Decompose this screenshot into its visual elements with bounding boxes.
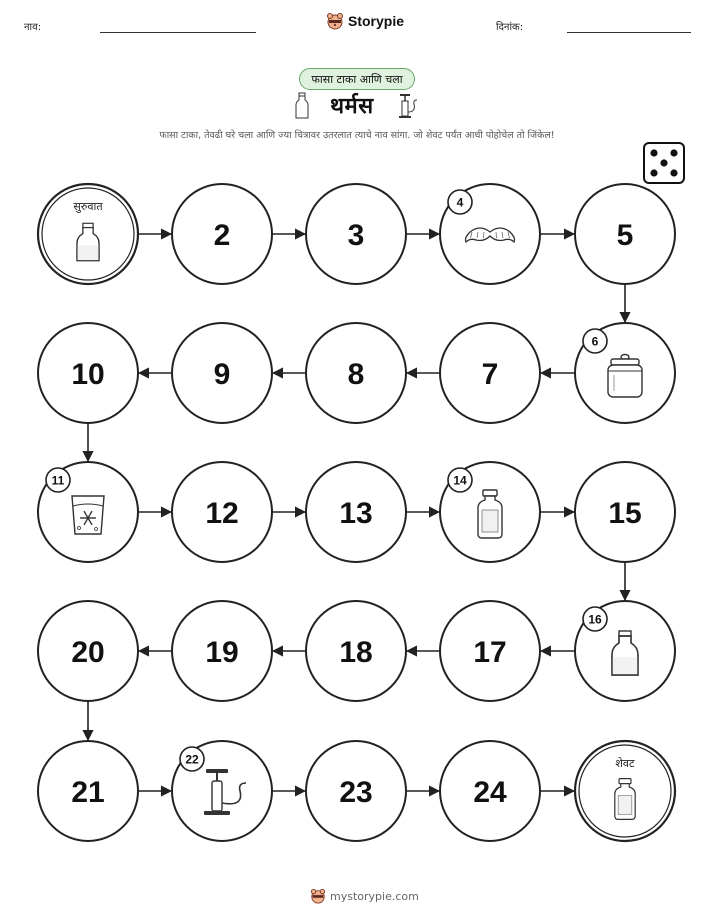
- cell-number: 3: [347, 219, 365, 252]
- board-cell-8[interactable]: [306, 323, 406, 423]
- board-cell-2[interactable]: [172, 184, 272, 284]
- date-label: दिनांक:: [496, 22, 524, 33]
- board-cell-1[interactable]: [38, 184, 138, 284]
- cell-number: 15: [608, 497, 642, 530]
- cell-number: 17: [473, 636, 507, 669]
- board-cell-11[interactable]: [38, 462, 138, 562]
- board-cell-18[interactable]: [306, 601, 406, 701]
- board-cell-20[interactable]: [38, 601, 138, 701]
- board-cell-3[interactable]: [306, 184, 406, 284]
- cell-number: 16: [588, 612, 602, 627]
- cell-number: 24: [473, 776, 507, 809]
- cell-number: 19: [205, 636, 239, 669]
- cell-number: 2: [213, 219, 231, 252]
- cell-number: 13: [339, 497, 373, 530]
- cell-number: 14: [453, 473, 467, 488]
- dice-pip: [670, 149, 677, 156]
- board-cell-19[interactable]: [172, 601, 272, 701]
- board-cell-4[interactable]: [440, 184, 540, 284]
- board-cell-14[interactable]: [440, 462, 540, 562]
- cell-number: 23: [339, 776, 373, 809]
- storypie-mascot-icon: [310, 888, 326, 904]
- end-label: शेवट: [615, 757, 635, 770]
- cell-number: 11: [51, 473, 65, 488]
- board-cell-24[interactable]: [440, 741, 540, 841]
- board-cell-13[interactable]: [306, 462, 406, 562]
- cell-number: 20: [71, 636, 105, 669]
- cell-number: 5: [616, 219, 634, 252]
- brand-name: Storypie: [348, 13, 405, 29]
- jar-icon: [608, 355, 642, 398]
- dice-pip: [650, 149, 657, 156]
- page-title: थर्मस: [330, 94, 374, 119]
- board-cell-12[interactable]: [172, 462, 272, 562]
- cell-number: 21: [71, 776, 105, 809]
- cell-number: 8: [347, 358, 365, 391]
- cell-number: 6: [591, 334, 599, 349]
- cell-number: 18: [339, 636, 373, 669]
- board-cell-16[interactable]: [575, 601, 675, 701]
- board-cell-23[interactable]: [306, 741, 406, 841]
- cell-number: 22: [185, 752, 199, 767]
- name-label: नाव:: [24, 22, 42, 33]
- cell-number: 12: [205, 497, 239, 530]
- board-cell-21[interactable]: [38, 741, 138, 841]
- dice-pip: [670, 169, 677, 176]
- board-cell-9[interactable]: [172, 323, 272, 423]
- board-cell-6[interactable]: [575, 323, 675, 423]
- start-label: सुरुवात: [73, 200, 103, 213]
- dice-pip: [650, 169, 657, 176]
- board-cell-17[interactable]: [440, 601, 540, 701]
- dice-icon[interactable]: [644, 143, 684, 183]
- cell-number: 4: [456, 195, 464, 210]
- board-cell-5[interactable]: [575, 184, 675, 284]
- board-cell-7[interactable]: [440, 323, 540, 423]
- dice-pip: [660, 159, 667, 166]
- board-cell-10[interactable]: [38, 323, 138, 423]
- instructions: फासा टाका, तेवढी घरे चला आणि ज्या चित्रावर उतरलात त्याचे नाव सांगा. जो शेवट पर्यंत आधी पोहोचेल तो जिंकेल!: [159, 130, 555, 141]
- ice-glass-icon: [72, 496, 104, 534]
- cell-number: 10: [71, 358, 105, 391]
- cell-number: 9: [213, 358, 231, 391]
- board-cell-25[interactable]: [575, 741, 675, 841]
- cell-number: 7: [481, 358, 499, 391]
- footer: [310, 888, 419, 904]
- board-cell-15[interactable]: [575, 462, 675, 562]
- game-type-badge: फासा टाका आणि चला: [299, 68, 415, 90]
- footer-url: mystorypie.com: [330, 889, 419, 903]
- board-cell-22[interactable]: [172, 741, 272, 841]
